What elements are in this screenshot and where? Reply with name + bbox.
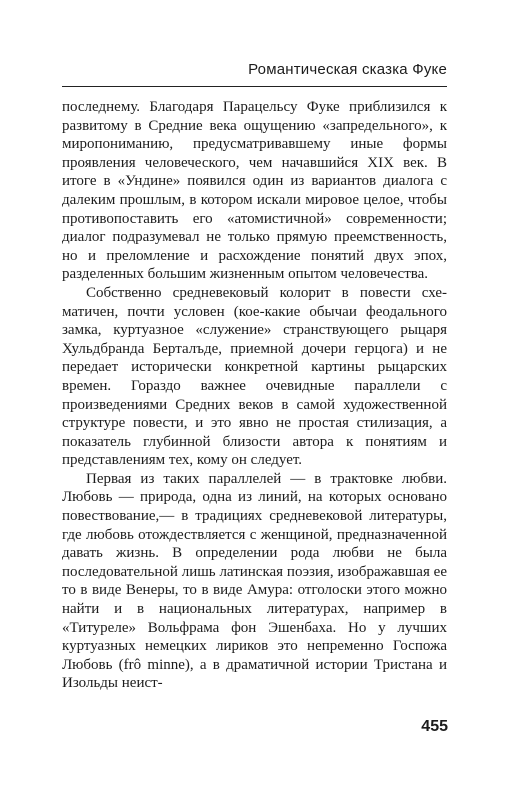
body-text [62, 98, 447, 693]
header-rule [62, 86, 447, 87]
paragraph-3: Первая из таких параллелей — в трактовке любви. Любовь — природа, одна из линий, на которых основано повествование,— в традициях средневековой литературы, где любовь отождествляется с женщиной, предназначенной давать жизнь. В определении рода любви не была последовательной лишь латинская поэзия, изображавшая ее то в виде Венеры, то в виде Амура: отголоски этого можно найти и в национальных литературах, например в «Титуреле» Вольфрама фон Эшенбаха. Но у лучших куртуазных немецких лириков это непременно Госпожа Любовь (frô minne), а в драматичной истории Тристана и Изольды неист- [62, 470, 447, 692]
page-number: 455 [421, 718, 448, 735]
running-title: Романтическая сказка Фуке [248, 61, 447, 78]
paragraph-2: Собственно средневековый колорит в повести схематичен, почти условен (кое-какие обычаи феодального замка, куртуазное «служение» странствующего рыцаря Хульдбранда Берталъде, приемной дочери герцога) и не передает исторически конкретной картины рыцарских времен. Гораздо важнее очевидные параллели с произведениями Средних веков в самой художественной структуре повести, и это явно не простая стилизация, а показатель глубинной близости автора к понятиям и представлениям тех, кому он следует. [62, 284, 447, 469]
paragraph-1: последнему. Благодаря Парацельсу Фуке приблизился к развитому в Средние века ощущению «запредельного», к миропониманию, предусматривавшему иные формы проявления человеческого, чем начавшийся XIX век. В итоге в «Ундине» появился один из вариантов диалога с далеким прошлым, в котором искали мировое целое, чтобы противопоставить его «атомистичной» современности; диалог подразумевал не только прямую преемственность, но и преломление и расхождение понятий двух эпох, разделенных большим жизненным опытом человечества. [62, 99, 447, 283]
